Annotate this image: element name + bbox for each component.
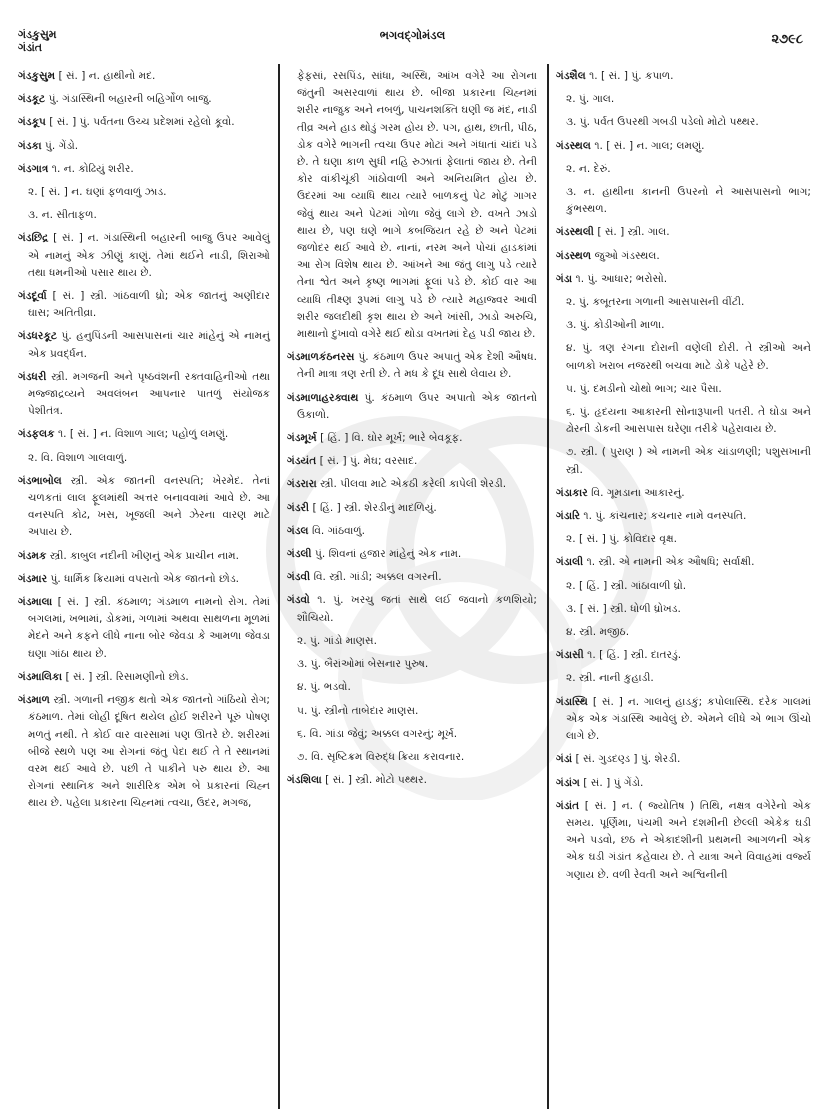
headword: ગંડકૂટ (18, 93, 46, 106)
dictionary-entry (556, 694, 811, 746)
definition-text: ૨. ન. દેરું. (566, 162, 611, 175)
entry-continuation (287, 68, 537, 343)
definition-text: ૪. પું. ત્રણ રંગના દોરાની વણેલી દોરી. તે સ્ત્રીઓ અને બાળકો ખરાબ નજરથી બચવા માટે ડોકે પહેરે છે. (566, 342, 811, 372)
dictionary-entry (18, 161, 270, 178)
headword: ગંડયંત (287, 455, 317, 468)
definition-text: ૬. વિ. ગાંડા જેવું; અક્કલ વગરનું; મૂર્ખ. (297, 727, 458, 740)
definition-text: [ સં. ] પું ગેંડો. (583, 776, 644, 789)
dictionary-entry (556, 647, 811, 664)
headword: ગંડલી (287, 548, 312, 561)
definition-text: પું. હનુપિંડની આસપાસનાં ચાર માંહેનું એ નામનું એક પ્રવર્દ્ધન. (28, 330, 270, 360)
dictionary-entry (556, 485, 811, 502)
dictionary-entry (18, 594, 270, 663)
definition-text: ફેફસાં, રસપિંડ, સાંધા, અસ્થિ, આંખ વગેરે આ રોગના જંતુની અસરવાળાં થાય છે. બીજા પ્રકારના ચિહ્નમાં શરીર નાજુક અને નબળું, પાચનશક્તિ ઘણી જ મંદ, નાડી તીવ્ર અને હાડ થોડું ગરમ હોય છે. પગ, હાથ, છાતી, પીઠ, ડોક વગેરે ભાગની ત્વચા ઉપર મોટાં અને ગંધાતાં ચાંદાં પડે છે. તે ઘણા કાળ સુધી નહિ રુઝાતાં ફેલાતાં જાય છે. તેની કોર વાંકીચૂંકી ગાંઠોવાળી અને અનિયમિત હોય છે. ઉદરમાં આ વ્યાધિ થાય ત્યારે બાળકનું પેટ મોટું ગાગર જેવું થાય અને પેટમાં ગોળા જેવું લાગે છે. વખતે ઝાડો થાય છે, પણ ઘણે ભાગે કબજિયત રહે છે અને પેટમાં જળોદર થઈ આવે છે. નાનાં, નરમ અને પોચાં હાડકાંમાં આ રોગ વિશેષ થાય છે. આંખને આ જંતુ લાગુ પડે ત્યારે તેના શ્વેત અને કૃષ્ણ ભાગમાં ફૂલાં પડે છે. કોઈ વાર આ વ્યાધિ તીક્ષ્ણ રૂપમાં લાગુ પડે છે ત્યારે મહાજ્વર આવી શરીર જલદીથી કૃશ થાય છે અને ખાંસી, ઝાડો અરુચિ, માથાનો દુખાવો વગેરે થઈ થોડા વખતમાં દેહ પડી જાય છે. (297, 70, 537, 341)
definition-text: ૧. [ સં. ] પું. કપાળ. (589, 70, 674, 82)
definition-text: [ સં. ] સ્ત્રી. રિસામણીનો છોડ. (65, 670, 189, 683)
definition-text: વિ. ગૂમડાના આકારનું. (591, 486, 685, 499)
definition-text: પું. શિવનાં હજાર માંહેનું એક નામ. (314, 548, 462, 561)
headword: ગંડાસી (556, 649, 584, 662)
book-title: ભગવદ્ગોમંડલ (379, 28, 446, 42)
definition-text: [ સં. ગુડદણ્ડ ] પું. શેરડી. (575, 753, 681, 766)
dictionary-entry (287, 569, 537, 586)
entry-sense (556, 294, 811, 311)
definition-text: ૨. વિ. વિશાળ ગાલવાળું. (28, 451, 128, 464)
headword: ગંડદૂર્વા (18, 290, 47, 303)
definition-text: ૩. [ સં. ] સ્ત્રી. ધોળી ધ્રોખડ. (566, 602, 681, 615)
guide-word-top: ગંડકુસુમ (18, 28, 57, 41)
definition-text: ૧. પું. ખરચુ જતાં સાથે લઈ જવાનો કળશિયો; શૌચિયો. (297, 594, 538, 624)
headword: ગંડાકાર (556, 486, 588, 499)
definition-text: ૨. પું. કબૂતરના ગળાની આસપાસની વીંટી. (566, 296, 745, 309)
dictionary-entry (556, 798, 811, 884)
headword: ગંડવો (287, 594, 310, 607)
headword: ગંડસ્થલ (556, 139, 591, 152)
headword: ગંડાંગ (556, 776, 580, 789)
headword: ગંડમક (18, 549, 47, 562)
definition-text: ૩. પું. પર્વત ઉપરથી ગબડી પડેલો મોટો પથ્થર. (566, 116, 759, 129)
definition-text: [ સં. ] સ્ત્રી. ગાંઠવાળી ધ્રો; એક જાતનું અણીદાર ઘાસ; અતિતીવ્રા. (28, 290, 270, 320)
headword: ગંડલ (287, 524, 309, 537)
definition-text: ૪. પું. ભડવો. (297, 681, 351, 694)
definition-text: ૭. સ્ત્રી. ( પુરાણ ) એ નામની એક ચાંડાળણી; પશુસખાની સ્ત્રી. (566, 446, 811, 476)
guide-word-bottom: ગંડાંત (18, 41, 43, 54)
headword: ગંડમાળાહરક્વાથ (287, 391, 359, 404)
dictionary-entry (18, 230, 270, 282)
dictionary-entry (18, 571, 270, 588)
headword: ગંડશિલા (287, 774, 322, 787)
dictionary-entry (287, 500, 537, 517)
dictionary-entry (18, 114, 270, 131)
definition-text: ૧. સ્ત્રી. એ નામની એક ઔષધિ; સર્વાક્ષી. (586, 556, 755, 569)
dictionary-entry (556, 248, 811, 265)
definition-text: [ હિં. ] સ્ત્રી. શેરડીનું માદળિયું. (312, 501, 437, 514)
definition-text: ૨. [ સં. ] પું. કોવિદાર વૃક્ષ. (566, 533, 678, 546)
headword: ગંડધરી (18, 370, 47, 383)
dictionary-entry (287, 772, 537, 789)
entry-sense (556, 161, 811, 178)
headword: ગંડમાર (18, 572, 48, 585)
dictionary-column-2 (287, 68, 537, 795)
dictionary-entry (287, 546, 537, 563)
page-number: ૨૭૯૮ (771, 32, 803, 47)
definition-text: ૩. ન. હાથીના કાનની ઉપરનો ને આસપાસનો ભાગ; કુંભસ્થળ. (566, 186, 811, 216)
dictionary-entry (556, 775, 811, 792)
dictionary-entry (18, 328, 270, 362)
entry-sense (556, 404, 811, 438)
headword: ગંડવી (287, 571, 311, 584)
dictionary-entry (287, 523, 537, 540)
dictionary-entry (556, 751, 811, 768)
headword: ગંડસ્થલી (556, 226, 594, 239)
definition-text: ૧. [ સં. ] ન. વિશાળ ગાલ; પહોળું લમણું. (57, 428, 229, 441)
definition-text: ૩. ન. સીતાફળ. (28, 209, 97, 222)
definition-text: ૨. સ્ત્રી. નાની કુહાડી. (566, 672, 654, 685)
entry-sense (287, 749, 537, 766)
headword: ગંડગાત્ર (18, 162, 49, 175)
dictionary-entry (556, 138, 811, 155)
definition-text: વિ. ગાંઠવાળું. (311, 524, 365, 537)
entry-sense (556, 114, 811, 131)
entry-sense (287, 633, 537, 650)
definition-text: [ સં. ] ન. હાથીનો મદ. (58, 70, 156, 82)
headword: ગંડકૂપ (18, 116, 46, 129)
definition-text: [ સં. ] સ્ત્રી. ગાલ. (597, 226, 670, 239)
definition-text: [ સં. ] ન. ગંડાસ્થિની બહારની બાજુ ઉપર આવેલું એ નામનું એક ઝીણું કાણું. તેમાં થઈને નાડી, શિરાઓ તથા ધમનીઓ પસાર થાય છે. (28, 232, 270, 279)
headword: ગંડમાળ (18, 694, 50, 707)
dictionary-entry (18, 669, 270, 686)
definition-text: ૨. [ હિં. ] સ્ત્રી. ગાંઠાવાળી ધ્રો. (566, 579, 687, 592)
definition-text: પું. ગંડાસ્થિની બહારની બહિર્ગોળ બાજુ. (48, 93, 212, 106)
definition-text: ૬. પું. હૃદયના આકારની સોનારૂપાની પતરી. તે ઘોડા અને ઢોરની ડોકની આસપાસ ઘરેણા તરીકે પહેરાવાય છે. (566, 406, 811, 436)
headword: ગંડરારા (287, 478, 317, 491)
dictionary-entry (287, 453, 537, 470)
headword: ગંડાંત (556, 799, 580, 812)
definition-text: પું. ધાર્મિક ક્રિયામાં વપરાતો એક જાતનો છોડ. (50, 572, 240, 585)
dictionary-entry (287, 390, 537, 424)
entry-sense (287, 656, 537, 673)
dictionary-entry (18, 288, 270, 322)
entry-sense (18, 207, 270, 224)
dictionary-entry (556, 508, 811, 525)
headword: ગંડધરકૂટ (18, 330, 58, 343)
entry-sense (556, 531, 811, 548)
definition-text: ૪. સ્ત્રી. મજીઠ. (566, 626, 630, 639)
entry-sense (287, 679, 537, 696)
definition-text: ૧. [ સં. ] ન. ગાલ; લમણું. (594, 139, 705, 152)
definition-text: [ સં. ] ન. ( જ્યોતિષ ) તિથિ, નક્ષત્ર વગેરેનો એક સમય. પૂર્ણિમા, પંચમી અને દશમીની છેલ્લી એકેક ઘડી અને પડવો, છઠ ને એકાદશીની પ્રથમની આગળની એક એક ઘડી ગંડાંત કહેવાય છે. તે યાત્રા અને વિવાહમાં વર્જ્ય ગણાય છે. વળી રેવતી અને અશ્વિનીની (566, 799, 811, 881)
headword: ગંડાં (556, 753, 573, 766)
entry-sense (556, 381, 811, 398)
entry-sense (287, 703, 537, 720)
headword: ગંડકા (18, 139, 42, 152)
definition-text: ૩. પું. બૈરાંઓમાં બેસનાર પુરુષ. (297, 658, 429, 671)
definition-text: પું. ગેંડો. (45, 139, 79, 152)
definition-text: [ સં. ] ન. ગાલનું હાડકું; કપોલાસ્થિ. દરેક ગાલમાં એક એક ગંડાસ્થિ આવેલું છે. એમને લીધે એ ભાગ ઊંચો લાગે છે. (566, 695, 811, 743)
definition-text: સ્ત્રી. એક જાતની વનસ્પતિ; ખેરમેદ. તેનાં ચળકતાં લાલ ફૂલમાંથી અત્તર બનાવવામાં આવે છે. આ વનસ્પતિ કોઢ, ખસ, ખૂજલી અને ઝેરના વારણ માટે અપાય છે. (28, 474, 270, 539)
dictionary-column-1 (18, 68, 270, 819)
definition-text: સ્ત્રી. કાબુલ નદીની ખીણનું એક પ્રાચીન નામ. (49, 549, 240, 562)
dictionary-entry (18, 369, 270, 421)
definition-text: જુઓ ગંડસ્થલ. (594, 249, 660, 262)
definition-text: ૩. પું. કોડીઓની માળા. (566, 319, 665, 332)
entry-sense (556, 317, 811, 334)
dictionary-entry (18, 426, 270, 443)
entry-sense (556, 578, 811, 595)
headword: ગંડાસ્થિ (556, 695, 588, 708)
definition-text: ૧. ન. કોઢિયું શરીર. (51, 162, 134, 175)
headword: ગંડા (556, 272, 573, 285)
entry-sense (18, 450, 270, 467)
dictionary-entry (556, 224, 811, 241)
dictionary-entry (18, 473, 270, 542)
definition-text: [ સં. ] પું. પર્વતના ઉચ્ચ પ્રદેશમાં રહેલો કૂવો. (49, 116, 235, 129)
dictionary-entry (287, 430, 537, 447)
headword: ગંડારિ (556, 510, 581, 523)
entry-sense (287, 726, 537, 743)
dictionary-entry (287, 592, 537, 626)
dictionary-entry (18, 692, 270, 812)
headword: ગંડછિદ્ર (18, 232, 49, 245)
entry-sense (556, 184, 811, 218)
headword: ગંડમાળકંઠનરસ (287, 351, 355, 364)
definition-text: વિ. સ્ત્રી. ગાંડી; અક્કલ વગરની. (313, 571, 442, 584)
dictionary-column-3 (556, 68, 811, 890)
headword: ગંડભાબોલ (18, 474, 62, 487)
definition-text: ૧. [ હિં. ] સ્ત્રી. દાતરડું. (587, 649, 682, 662)
dictionary-entry (556, 554, 811, 571)
definition-text: સ્ત્રી. મગજની અને પૃષ્ઠવંશની રક્તવાહિનીઓ તથા મજ્જાદ્રવ્યને અવલંબન આપનાર પાતળું સંયોજક પેશીતંત્ર. (28, 370, 270, 418)
dictionary-entry (18, 138, 270, 155)
dictionary-entry (18, 68, 270, 85)
definition-text: [ હિં. ] વિ. ઘોર મૂર્ખ; ભારે બેવકૂફ. (320, 432, 463, 445)
entry-sense (18, 184, 270, 201)
headword: ગંડમાલા (18, 596, 53, 609)
headword: ગંડમાલિકા (18, 670, 63, 683)
entry-sense (556, 340, 811, 374)
definition-text: ૫. પું. સ્ત્રીનો તાબેદાર માણસ. (297, 704, 419, 717)
dictionary-entry (556, 271, 811, 288)
definition-text: ૧. પું. કાંચનાર; કચનાર નામે વનસ્પતિ. (583, 510, 747, 523)
headword: ગંડરી (287, 501, 310, 514)
definition-text: [ સં. ] સ્ત્રી. કંઠમાળ; ગંડમાળ નામનો રોગ. તેમાં બગલમાં, ખભામાં, ડોકમાં, ગળામાં અથવા સાથળના મૂળમાં મેદને અને કફને લીધે નાના બોર જેવડા કે આમળા જેવડા ઘણા ગાંઠા થાય છે. (28, 596, 270, 660)
definition-text: ૧. પું. આધાર; ભરોસો. (575, 272, 668, 285)
headword: ગંડકુસુમ (18, 70, 56, 82)
column-divider (547, 64, 549, 1109)
definition-text: [ સં. ] પું. મેઘ; વરસાદ. (319, 455, 418, 468)
headword: ગંડફલક (18, 428, 55, 441)
dictionary-entry (287, 476, 537, 493)
definition-text: સ્ત્રી. ગળાની નજીક થતો એક જાતનો ગાંઠિયો રોગ; કંઠમાળ. તેમાં લોહી દૂષિત થયેલ હોઈ શરીરને પૂરું પોષણ મળતું નથી. તે કોઈ વાર વારસામાં પણ ઊતરે છે. શરીરમાં બીજે સ્થળે પણ આ રોગનાં જંતુ પેદા થઈ તે તે સ્થાનમાં વરમ થઈ આવે છે. પછી તે પાકીને પરુ થાય છે. આ રોગનાં સ્થાનિક અને શારીરિક એમ બે પ્રકારનાં ચિહ્ન થાય છે. પહેલા પ્રકારના ચિહ્નમાં ત્વચા, ઉદર, મગજ, (28, 694, 270, 810)
entry-sense (556, 91, 811, 108)
definition-text: ૨. પું. ગાલ. (566, 93, 615, 106)
definition-text: ૭. વિ. સૃષ્ટિક્રમ વિરુદ્ધ ક્રિયા કરાવનાર. (297, 750, 465, 763)
definition-text: સ્ત્રી. પીલવા માટે એકઠી કરેલી કાપેલી શેરડી. (320, 478, 507, 491)
definition-text: ૨. પું. ગાંડો માણસ. (297, 634, 377, 647)
column-divider (278, 64, 280, 1109)
entry-sense (556, 624, 811, 641)
headword: ગંડશૈલ (556, 70, 586, 82)
definition-text: પું. કંઠમાળ ઉપર અપાતો એક જાતનો ઉકાળો. (297, 391, 537, 421)
headword: ગંડસ્થળ (556, 249, 592, 262)
definition-text: પું. કંઠમાળ ઉપર અપાતું એક દેશી ઔષધ. તેની માત્રા ત્રણ રતી છે. તે મધ કે દૂધ સાથે લેવાય છે. (297, 351, 538, 381)
entry-sense (556, 670, 811, 687)
headword: ગંડાલી (556, 556, 584, 569)
definition-text: ૫. પું. દમડીનો ચોથો ભાગ; ચાર પૈસા. (566, 382, 722, 395)
dictionary-entry (18, 91, 270, 108)
definition-text: ૨. [ સં. ] ન. ઘણાં ફળવાળું ઝાડ. (28, 186, 167, 199)
dictionary-entry (556, 68, 811, 85)
entry-sense (556, 444, 811, 478)
definition-text: [ સં. ] સ્ત્રી. મોટો પથ્થર. (325, 774, 427, 787)
entry-sense (556, 601, 811, 618)
dictionary-entry (18, 548, 270, 565)
headword: ગંડમૂર્ખ (287, 432, 317, 445)
dictionary-entry (287, 349, 537, 383)
page-header (0, 0, 825, 60)
